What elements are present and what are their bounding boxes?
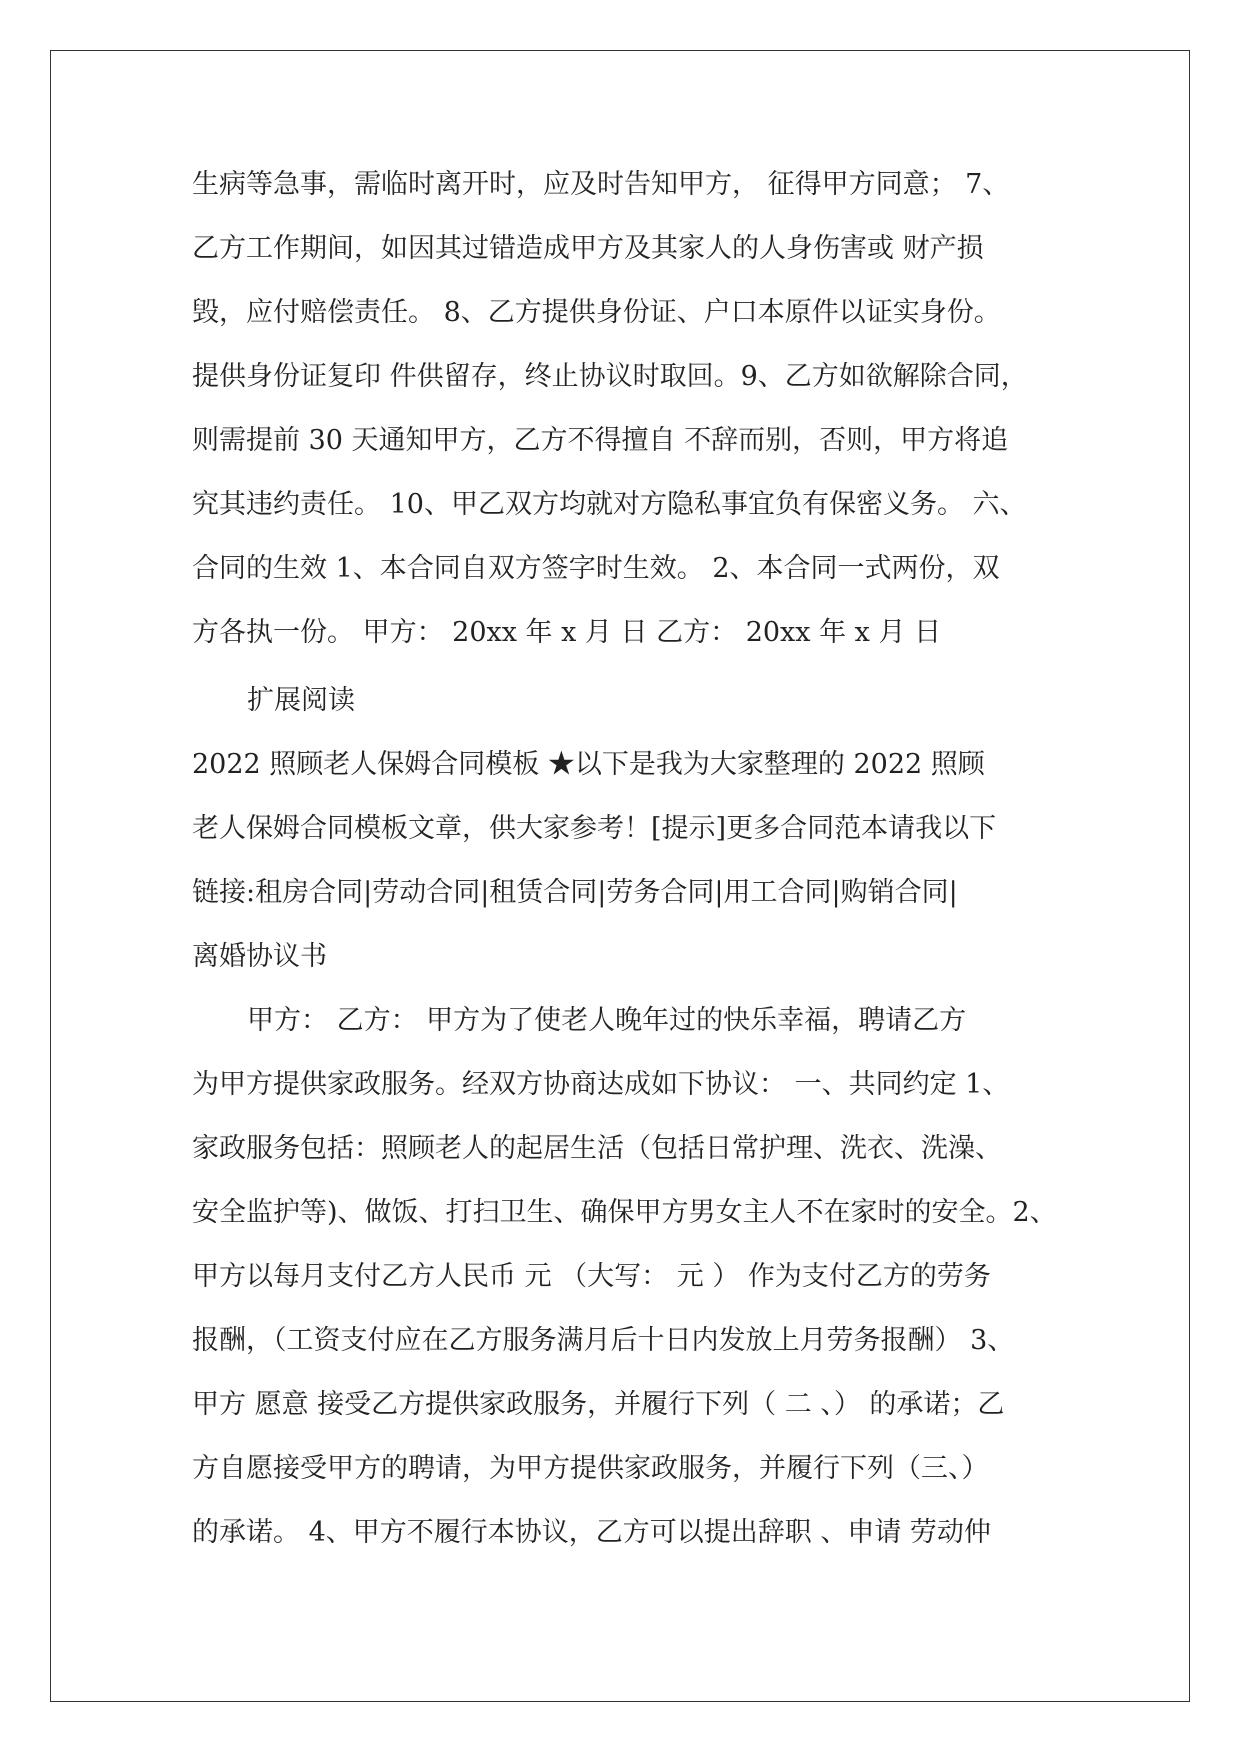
body-line-13: 离婚协议书 [192, 941, 327, 972]
body-line-8: 方各执一份。 甲方： 20xx 年 x 月 日 乙方： 20xx 年 x 月 日 [192, 617, 942, 648]
body-line-22: 的承诺。 4、甲方不履行本协议，乙方可以提出辞职 、申请 劳动仲 [192, 1517, 991, 1548]
body-line-20: 甲方 愿意 接受乙方提供家政服务，并履行下列（ 二 、） 的承诺；乙 [192, 1389, 1005, 1420]
body-line-10: 2022 照顾老人保姆合同模板 ★以下是我为大家整理的 2022 照顾 [192, 749, 985, 780]
body-line-16: 家政服务包括：照顾老人的起居生活（包括日常护理、洗衣、洗澡、 [192, 1133, 1002, 1164]
body-line-3: 毁，应付赔偿责任。 8、乙方提供身份证、户口本原件以证实身份。 [192, 297, 1001, 328]
body-line-19: 报酬，（工资支付应在乙方服务满月后十日内发放上月劳务报酬） 3、 [192, 1325, 1015, 1356]
body-line-17: 安全监护等)、做饭、打扫卫生、确保甲方男女主人不在家时的安全。2、 [192, 1197, 1057, 1228]
body-line-5: 则需提前 30 天通知甲方，乙方不得擅自 不辞而别，否则，甲方将追 [192, 425, 1009, 456]
body-line-2: 乙方工作期间，如因其过错造成甲方及其家人的人身伤害或 财产损 [192, 233, 984, 264]
body-line-18: 甲方以每月支付乙方人民币 元 （大写： 元 ） 作为支付乙方的劳务 [192, 1261, 991, 1292]
body-line-7: 合同的生效 1、本合同自双方签字时生效。 2、本合同一式两份，双 [192, 553, 1000, 584]
body-line-21: 方自愿接受甲方的聘请，为甲方提供家政服务，并履行下列（三、） [192, 1453, 989, 1484]
body-line-15: 为甲方提供家政服务。经双方协商达成如下协议： 一、共同约定 1、 [192, 1069, 1010, 1100]
body-line-11: 老人保姆合同模板文章，供大家参考！[提示]更多合同范本请我以下 [192, 813, 997, 844]
body-line-6: 究其违约责任。 10、甲乙双方均就对方隐私事宜负有保密义务。 六、 [192, 489, 1027, 520]
extended-reading-heading: 扩展阅读 [247, 685, 355, 716]
body-line-12: 链接:租房合同|劳动合同|租赁合同|劳务合同|用工合同|购销合同| [192, 877, 958, 908]
body-line-14: 甲方： 乙方： 甲方为了使老人晚年过的快乐幸福，聘请乙方 [247, 1005, 967, 1036]
body-line-4: 提供身份证复印 件供留存，终止协议时取回。9、乙方如欲解除合同， [192, 361, 1028, 392]
body-line-1: 生病等急事，需临时离开时，应及时告知甲方， 征得甲方同意； 7、 [192, 169, 1010, 200]
